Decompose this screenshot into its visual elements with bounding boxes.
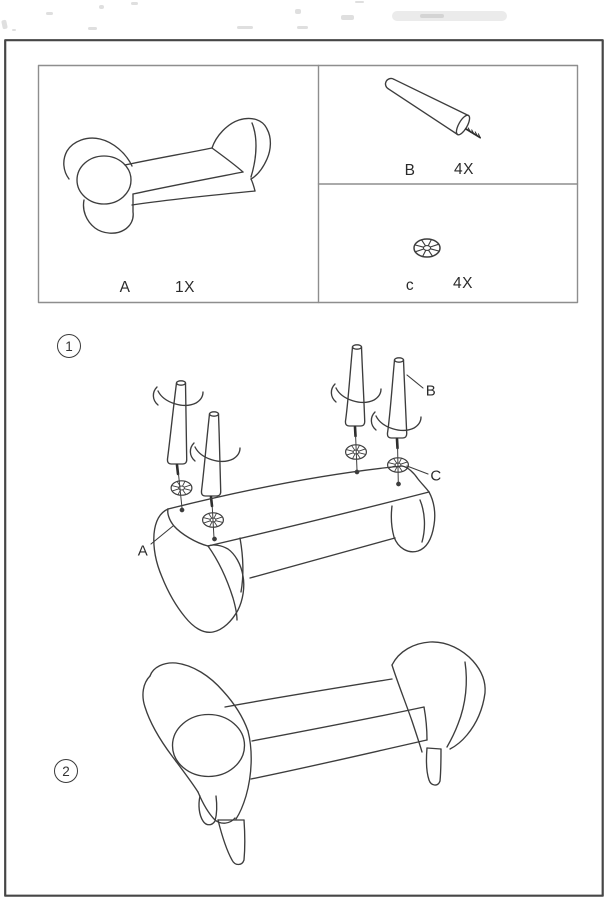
step2-seat [225,679,427,779]
step1-leg-4 [387,358,406,483]
callout-b-leader [407,375,423,388]
step1-callout-c: C [430,467,442,485]
part-c-washer-illustration [414,239,440,257]
part-a-quantity: 1X [175,279,195,296]
step2-drawing [143,642,485,865]
step1-leg-2 [201,412,220,538]
step1-bench-body [154,466,435,632]
screw-thread [466,128,480,138]
step2-left-arm [143,663,251,823]
step1-washer-1 [171,481,192,495]
part-a-label: A [119,279,131,296]
part-b-label: B [404,162,416,179]
step1-leg-3 [345,345,364,470]
step1-callout-b: B [425,382,437,400]
part-b-quantity: 4X [454,161,474,178]
rotate-arrow-icon [331,384,381,402]
step2-front-left-leg [218,820,245,865]
rotate-arrow-icon [153,387,203,405]
rotate-arrow-icon [371,412,421,430]
step1-number-badge: 1 [57,334,81,358]
step2-front-right-leg [426,748,441,785]
step1-drawing [151,345,435,633]
part-a-bench-illustration [64,118,271,233]
part-c-label: c [405,277,415,294]
rotate-arrow-icon [190,443,240,461]
step1-callout-a: A [137,542,149,560]
step2-number-badge: 2 [54,759,78,783]
parts-box [39,66,578,303]
step2-right-arm [392,642,485,752]
part-c-quantity: 4X [453,275,473,292]
part-b-leg-illustration [385,78,480,138]
